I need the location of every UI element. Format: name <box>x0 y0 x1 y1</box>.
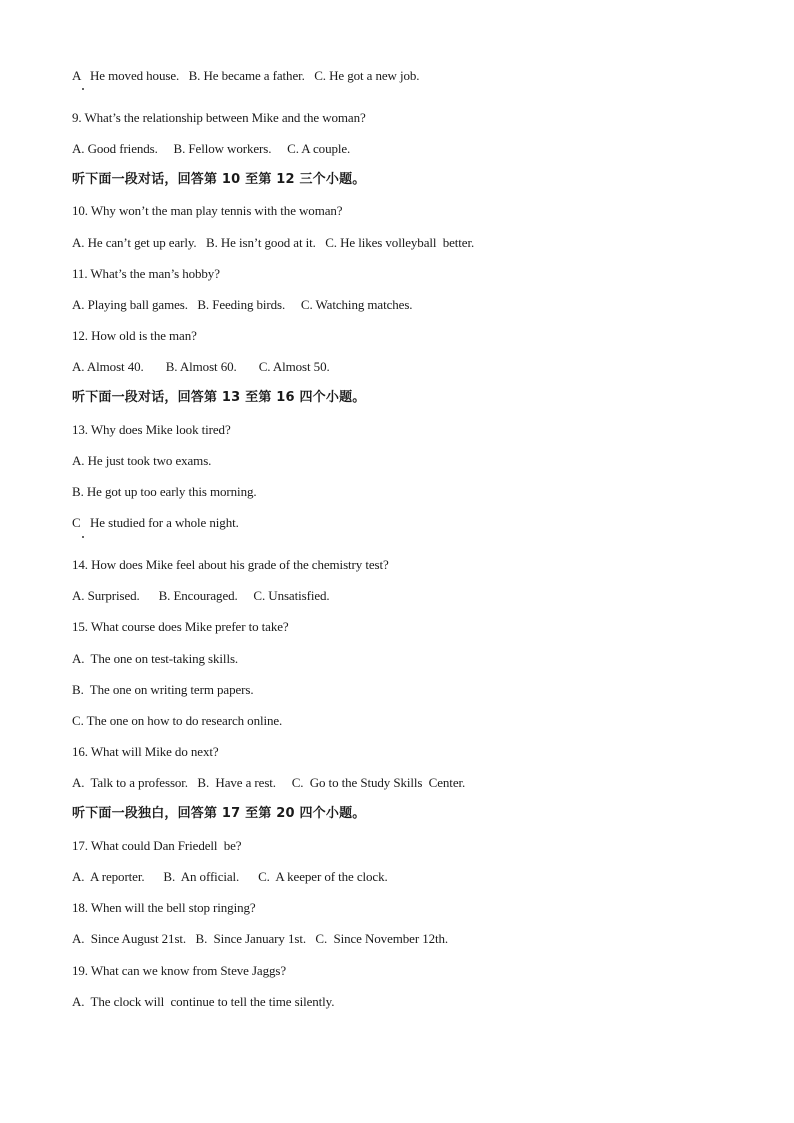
options-16: A. Talk to a professor. B. Have a rest. C. Go to the Study Skills Center. <box>72 775 466 790</box>
option-13c: C He studied for a whole night. <box>72 515 239 530</box>
question-9: 9. What’s the relationship between Mike and the woman? <box>72 110 366 125</box>
dot-mark <box>82 88 84 90</box>
options-12: A. Almost 40. B. Almost 60. C. Almost 50. <box>72 359 330 374</box>
question-12: 12. How old is the man? <box>72 328 197 343</box>
option-15c: C. The one on how to do research online. <box>72 713 283 728</box>
section-heading-10-12: 听下面一段对话，回答第 10 至第 12 三个小题。 <box>72 172 366 187</box>
option-15a: A. The one on test-taking skills. <box>72 651 239 666</box>
question-15: 15. What course does Mike prefer to take? <box>72 619 289 634</box>
question-11: 11. What’s the man’s hobby? <box>72 266 220 281</box>
option-line-8: A He moved house. B. He became a father. C. He got a new job. <box>72 68 420 83</box>
section-heading-17-20: 听下面一段独白，回答第 17 至第 20 四个小题。 <box>72 806 366 821</box>
options-9: A. Good friends. B. Fellow workers. C. A couple. <box>72 141 351 156</box>
question-14: 14. How does Mike feel about his grade of the chemistry test? <box>72 557 389 572</box>
question-18: 18. When will the bell stop ringing? <box>72 900 256 915</box>
dot-mark <box>82 536 84 538</box>
question-10: 10. Why won’t the man play tennis with the woman? <box>72 203 343 218</box>
option-15b: B. The one on writing term papers. <box>72 682 254 697</box>
question-19: 19. What can we know from Steve Jaggs? <box>72 963 287 978</box>
option-13b: B. He got up too early this morning. <box>72 484 257 499</box>
options-18: A. Since August 21st. B. Since January 1st. C. Since November 12th. <box>72 931 449 946</box>
option-19a: A. The clock will continue to tell the time silently. <box>72 994 335 1009</box>
question-13: 13. Why does Mike look tired? <box>72 422 231 437</box>
options-11: A. Playing ball games. B. Feeding birds. C. Watching matches. <box>72 297 413 312</box>
options-10: A. He can’t get up early. B. He isn’t good at it. C. He likes volleyball better. <box>72 235 475 250</box>
question-16: 16. What will Mike do next? <box>72 744 219 759</box>
question-17: 17. What could Dan Friedell be? <box>72 838 242 853</box>
section-heading-13-16: 听下面一段对话，回答第 13 至第 16 四个小题。 <box>72 390 366 405</box>
options-14: A. Surprised. B. Encouraged. C. Unsatisfied. <box>72 588 330 603</box>
option-13a: A. He just took two exams. <box>72 453 212 468</box>
options-17: A. A reporter. B. An official. C. A keeper of the clock. <box>72 869 388 884</box>
